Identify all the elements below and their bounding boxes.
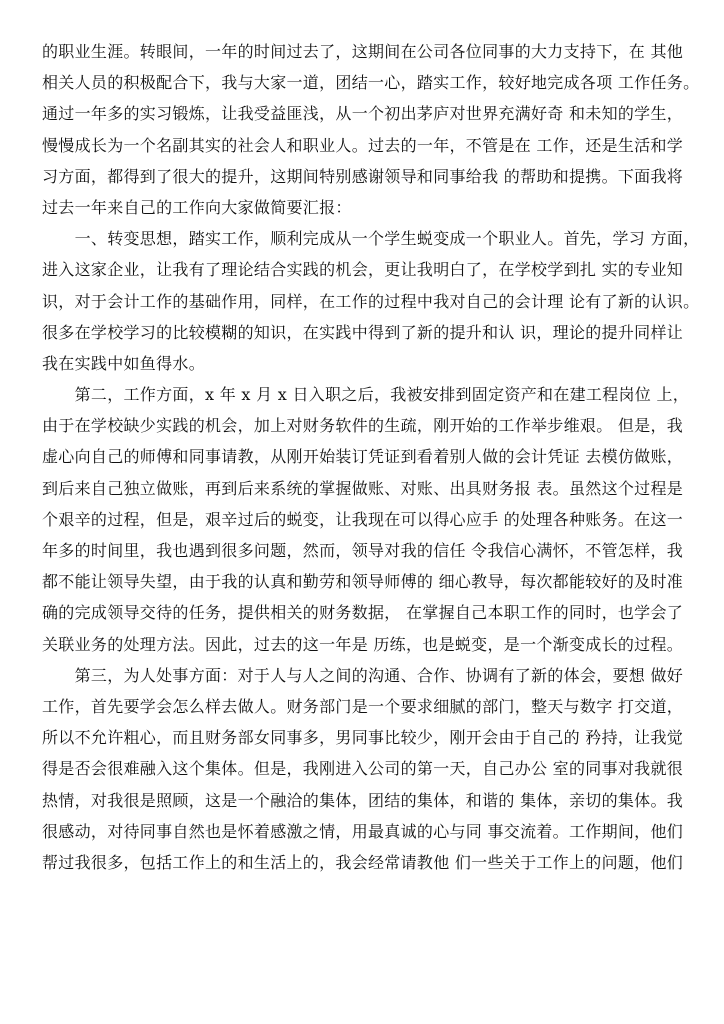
text-line: 热情，对我很是照顾，这是一个融洽的集体，团结的集体，和谐的 集体，亲切的集体。我 bbox=[42, 790, 684, 810]
text-line: 工作，首先要学会怎么样去做人。财务部门是一个要求细腻的部门，整天与数字 打交道， bbox=[42, 696, 684, 716]
text-line: 进入这家企业，让我有了理论结合实践的机会，更让我明白了，在学校学到扎 实的专业知 bbox=[42, 260, 684, 280]
text-line: 帮过我很多，包括工作上的和生活上的，我会经常请教他 们一些关于工作上的问题，他们 bbox=[42, 852, 684, 872]
text-line: 第三，为人处事方面：对于人与人之间的沟通、合作、协调有了新的体会，要想 做好 bbox=[42, 665, 684, 685]
text-line: 通过一年多的实习锻炼，让我受益匪浅，从一个初出茅庐对世界充满好奇 和未知的学生， bbox=[42, 104, 684, 124]
text-line: 的职业生涯。转眼间，一年的时间过去了，这期间在公司各位同事的大力支持下，在 其他 bbox=[42, 42, 684, 61]
text-line: 都不能让领导失望，由于我的认真和勤劳和领导师傅的 细心教导，每次都能较好的及时准 bbox=[42, 572, 684, 592]
text-line: 得是否会很难融入这个集体。但是，我刚进入公司的第一天，自己办公 室的同事对我就很 bbox=[42, 759, 684, 779]
text-line: 由于在学校缺少实践的机会，加上对财务软件的生疏，刚开始的工作举步维艰。 但是，我 bbox=[42, 416, 684, 436]
text-line: 年多的时间里，我也遇到很多问题，然而，领导对我的信任 令我信心满怀，不管怎样，我 bbox=[42, 541, 684, 560]
text-line: 个艰辛的过程，但是，艰辛过后的蜕变，让我现在可以得心应手 的处理各种账务。在这一 bbox=[42, 509, 684, 529]
text-line: 确的完成领导交待的任务，提供相关的财务数据， 在掌握自己本职工作的同时，也学会了 bbox=[42, 603, 684, 623]
text-line: 到后来自己独立做账，再到后来系统的掌握做账、对账、出具财务报 表。虽然这个过程是 bbox=[42, 478, 684, 498]
document-page bbox=[42, 36, 700, 878]
text-line: 识，对于会计工作的基础作用，同样，在工作的过程中我对自己的会计理 论有了新的认识。 bbox=[42, 291, 700, 311]
text-line: 慢慢成长为一个名副其实的社会人和职业人。过去的一年，不管是在 工作，还是生活和学 bbox=[42, 135, 684, 155]
text-line: 很多在学校学习的比较模糊的知识，在实践中得到了新的提升和认 识，理论的提升同样让 bbox=[42, 322, 684, 342]
text-line: 我在实践中如鱼得水。 bbox=[42, 353, 206, 373]
text-line: 过去一年来自己的工作向大家做简要汇报： bbox=[42, 197, 352, 217]
text-line: 关联业务的处理方法。因此，过去的这一年是 历练，也是蜕变，是一个渐变成长的过程。 bbox=[42, 634, 684, 654]
text-line: 相关人员的积极配合下，我与大家一道，团结一心，踏实工作，较好地完成各项 工作任务。 bbox=[42, 73, 700, 93]
text-line: 习方面，都得到了很大的提升，这期间特别感谢领导和同事给我 的帮助和提携。下面我将 bbox=[42, 166, 684, 186]
text-line: 第二，工作方面，x 年 x 月 x 日入职之后，我被安排到固定资产和在建工程岗位 上， bbox=[42, 385, 690, 405]
text-line: 虚心向自己的师傅和同事请教，从刚开始装订凭证到看着别人做的会计凭证 去模仿做账， bbox=[42, 447, 684, 467]
text-line: 一、转变思想，踏实工作，顺利完成从一个学生蜕变成一个职业人。首先，学习 方面， bbox=[42, 229, 700, 249]
text-line: 很感动，对待同事自然也是怀着感激之情，用最真诚的心与同 事交流着。工作期间，他们 bbox=[42, 821, 684, 841]
text-line: 所以不允许粗心，而且财务部女同事多，男同事比较少，刚开会由于自己的 矜持，让我觉 bbox=[42, 728, 684, 748]
